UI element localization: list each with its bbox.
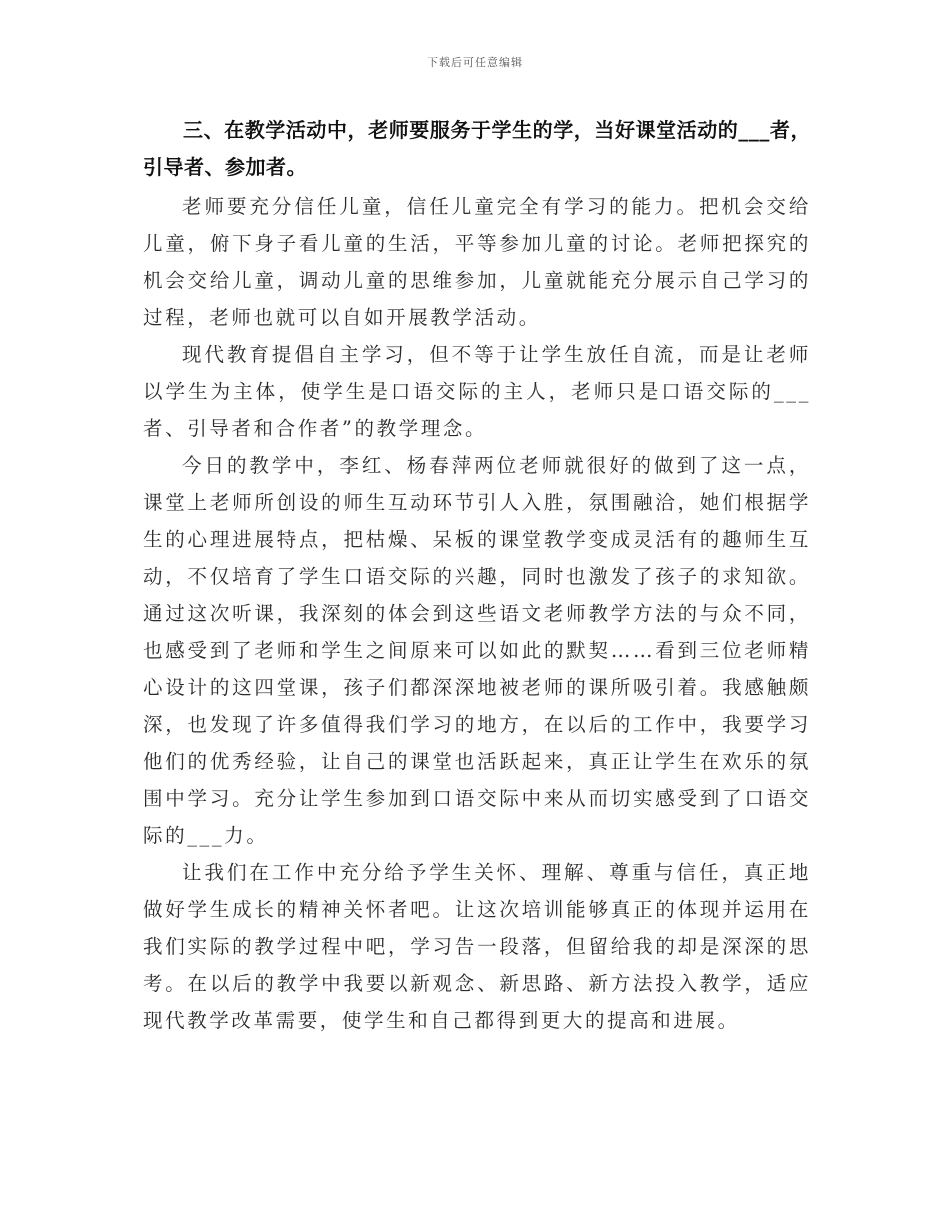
- paragraph-3: 今日的教学中，李红、杨春萍两位老师就很好的做到了这一点，课堂上老师所创设的师生互动环节引人入胜，氛围融洽，她们根据学生的心理进展特点，把枯燥、呆板的课堂教学变成灵活有的趣师生互动，不仅培育了学生口语交际的兴趣，同时也激发了孩子的求知欲。通过这次听课，我深刻的体会到这些语文老师教学方法的与众不同，也感受到了老师和学生之间原来可以如此的默契……看到三位老师精心设计的这四堂课，孩子们都深深地被老师的课所吸引着。我感触颇深，也发现了许多值得我们学习的地方，在以后的工作中，我要学习他们的优秀经验，让自己的课堂也活跃起来，真正让学生在欢乐的氛围中学习。充分让学生参加到口语交际中来从而切实感受到了口语交际的___力。: [143, 454, 811, 847]
- section-heading: 三、在教学活动中，老师要服务于学生的学，当好课堂活动的___者，引导者、参加者。: [143, 118, 811, 179]
- document-body: [143, 112, 811, 1039]
- paragraph-1: 老师要充分信任儿童，信任儿童完全有学习的能力。把机会交给儿童，俯下身子看儿童的生活，平等参加儿童的讨论。老师把探究的机会交给儿童，调动儿童的思维参加，儿童就能充分展示自己学习的过程，老师也就可以自如开展教学活动。: [143, 195, 811, 329]
- paragraph-4: 让我们在工作中充分给予学生关怀、理解、尊重与信任，真正地做好学生成长的精神关怀者吧。让这次培训能够真正的体现并运用在我们实际的教学过程中吧，学习告一段落，但留给我的却是深深的思考。在以后的教学中我要以新观念、新思路、新方法投入教学，适应现代教学改革需要，使学生和自己都得到更大的提高和进展。: [143, 861, 811, 1032]
- paragraph-2: 现代教育提倡自主学习，但不等于让学生放任自流，而是让老师以学生为主体，使学生是口语交际的主人，老师只是口语交际的___者、引导者和合作者”的教学理念。: [143, 343, 811, 440]
- page-header: 下载后可任意编辑: [427, 56, 523, 69]
